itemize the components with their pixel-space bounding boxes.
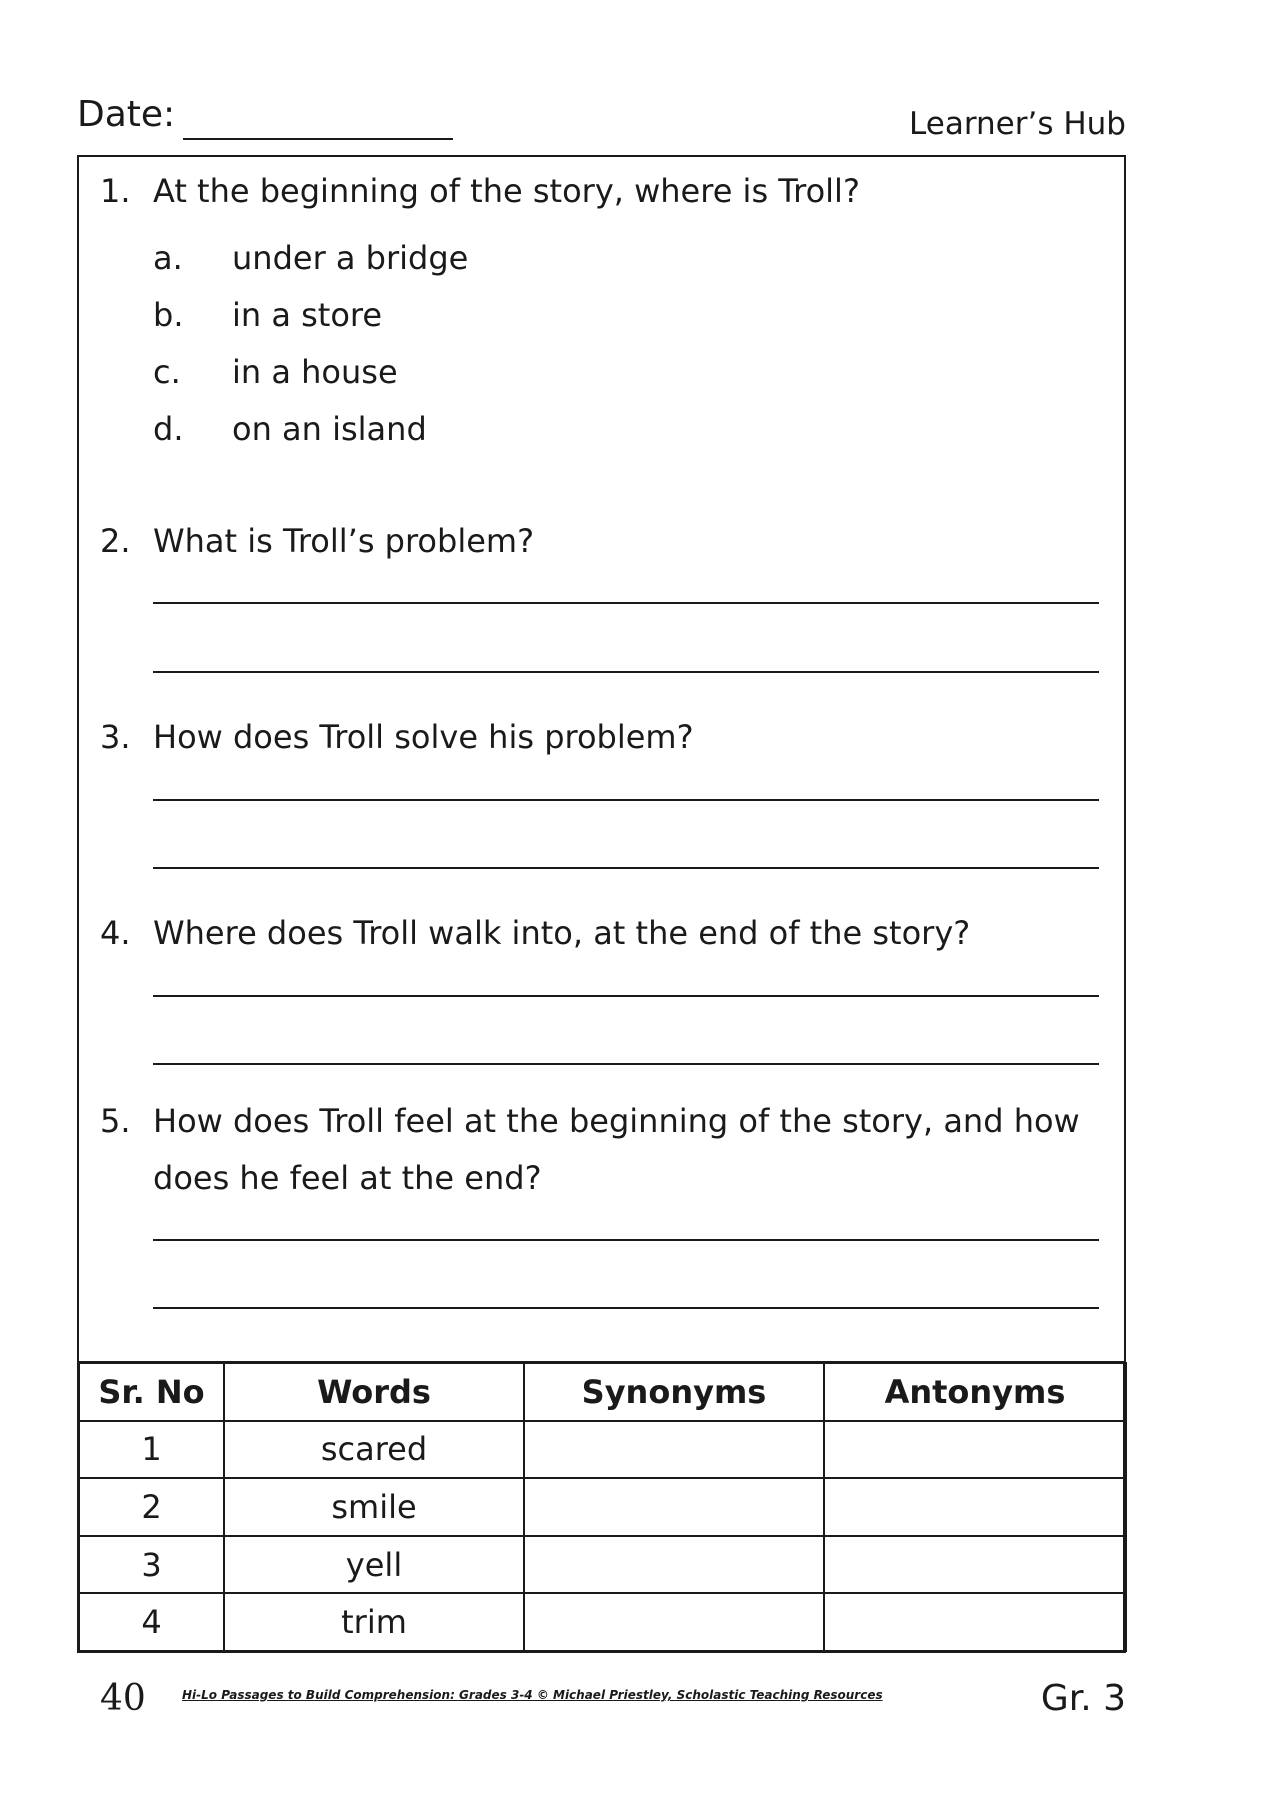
antonym-cell[interactable] xyxy=(824,1593,1126,1651)
word-cell: yell xyxy=(224,1536,524,1594)
vocabulary-table xyxy=(78,1362,1127,1652)
question-number: 1. xyxy=(100,172,131,210)
question-text: How does Troll feel at the beginning of the story, and how xyxy=(153,1102,1080,1140)
synonym-cell[interactable] xyxy=(524,1421,824,1479)
serial-number-cell: 3 xyxy=(79,1536,224,1594)
table-header-row xyxy=(79,1363,1126,1421)
antonym-cell[interactable] xyxy=(824,1421,1126,1479)
date-input-line[interactable] xyxy=(183,138,453,140)
option-letter: a. xyxy=(153,239,183,277)
word-cell: scared xyxy=(224,1421,524,1479)
table-row xyxy=(79,1421,1126,1479)
question-text: At the beginning of the story, where is Troll? xyxy=(153,172,860,210)
question-number: 3. xyxy=(100,718,131,756)
answer-line[interactable] xyxy=(153,799,1099,801)
option-letter: c. xyxy=(153,353,181,391)
grade-label: Gr. 3 xyxy=(1040,1678,1126,1719)
option-text: on an island xyxy=(232,410,427,448)
column-header: Antonyms xyxy=(824,1363,1126,1421)
question-text: Where does Troll walk into, at the end of the story? xyxy=(153,914,971,952)
brand-label: Learner’s Hub xyxy=(909,106,1126,142)
option-text: under a bridge xyxy=(232,239,469,277)
synonym-cell[interactable] xyxy=(524,1536,824,1594)
answer-line[interactable] xyxy=(153,867,1099,869)
question-text: What is Troll’s problem? xyxy=(153,522,535,560)
column-header: Words xyxy=(224,1363,524,1421)
column-header: Synonyms xyxy=(524,1363,824,1421)
table-row xyxy=(79,1478,1126,1536)
answer-line[interactable] xyxy=(153,1307,1099,1309)
serial-number-cell: 2 xyxy=(79,1478,224,1536)
answer-line[interactable] xyxy=(153,1239,1099,1241)
synonym-cell[interactable] xyxy=(524,1478,824,1536)
question-text-continued: does he feel at the end? xyxy=(153,1159,542,1197)
answer-line[interactable] xyxy=(153,1063,1099,1065)
page-number: 40 xyxy=(100,1678,146,1719)
question-number: 5. xyxy=(100,1102,131,1140)
answer-line[interactable] xyxy=(153,671,1099,673)
antonym-cell[interactable] xyxy=(824,1536,1126,1594)
antonym-cell[interactable] xyxy=(824,1478,1126,1536)
copyright-credit: Hi-Lo Passages to Build Comprehension: Grades 3-4 © Michael Priestley, Scholastic Teaching Resources xyxy=(182,1688,883,1702)
word-cell: trim xyxy=(224,1593,524,1651)
table-row xyxy=(79,1593,1126,1651)
serial-number-cell: 1 xyxy=(79,1421,224,1479)
option-letter: d. xyxy=(153,410,184,448)
date-label: Date: xyxy=(77,94,176,135)
option-letter: b. xyxy=(153,296,184,334)
column-header: Sr. No xyxy=(79,1363,224,1421)
option-text: in a store xyxy=(232,296,383,334)
table-row xyxy=(79,1536,1126,1594)
synonym-cell[interactable] xyxy=(524,1593,824,1651)
answer-line[interactable] xyxy=(153,602,1099,604)
word-cell: smile xyxy=(224,1478,524,1536)
answer-line[interactable] xyxy=(153,995,1099,997)
serial-number-cell: 4 xyxy=(79,1593,224,1651)
question-number: 4. xyxy=(100,914,131,952)
option-text: in a house xyxy=(232,353,398,391)
question-text: How does Troll solve his problem? xyxy=(153,718,694,756)
question-number: 2. xyxy=(100,522,131,560)
